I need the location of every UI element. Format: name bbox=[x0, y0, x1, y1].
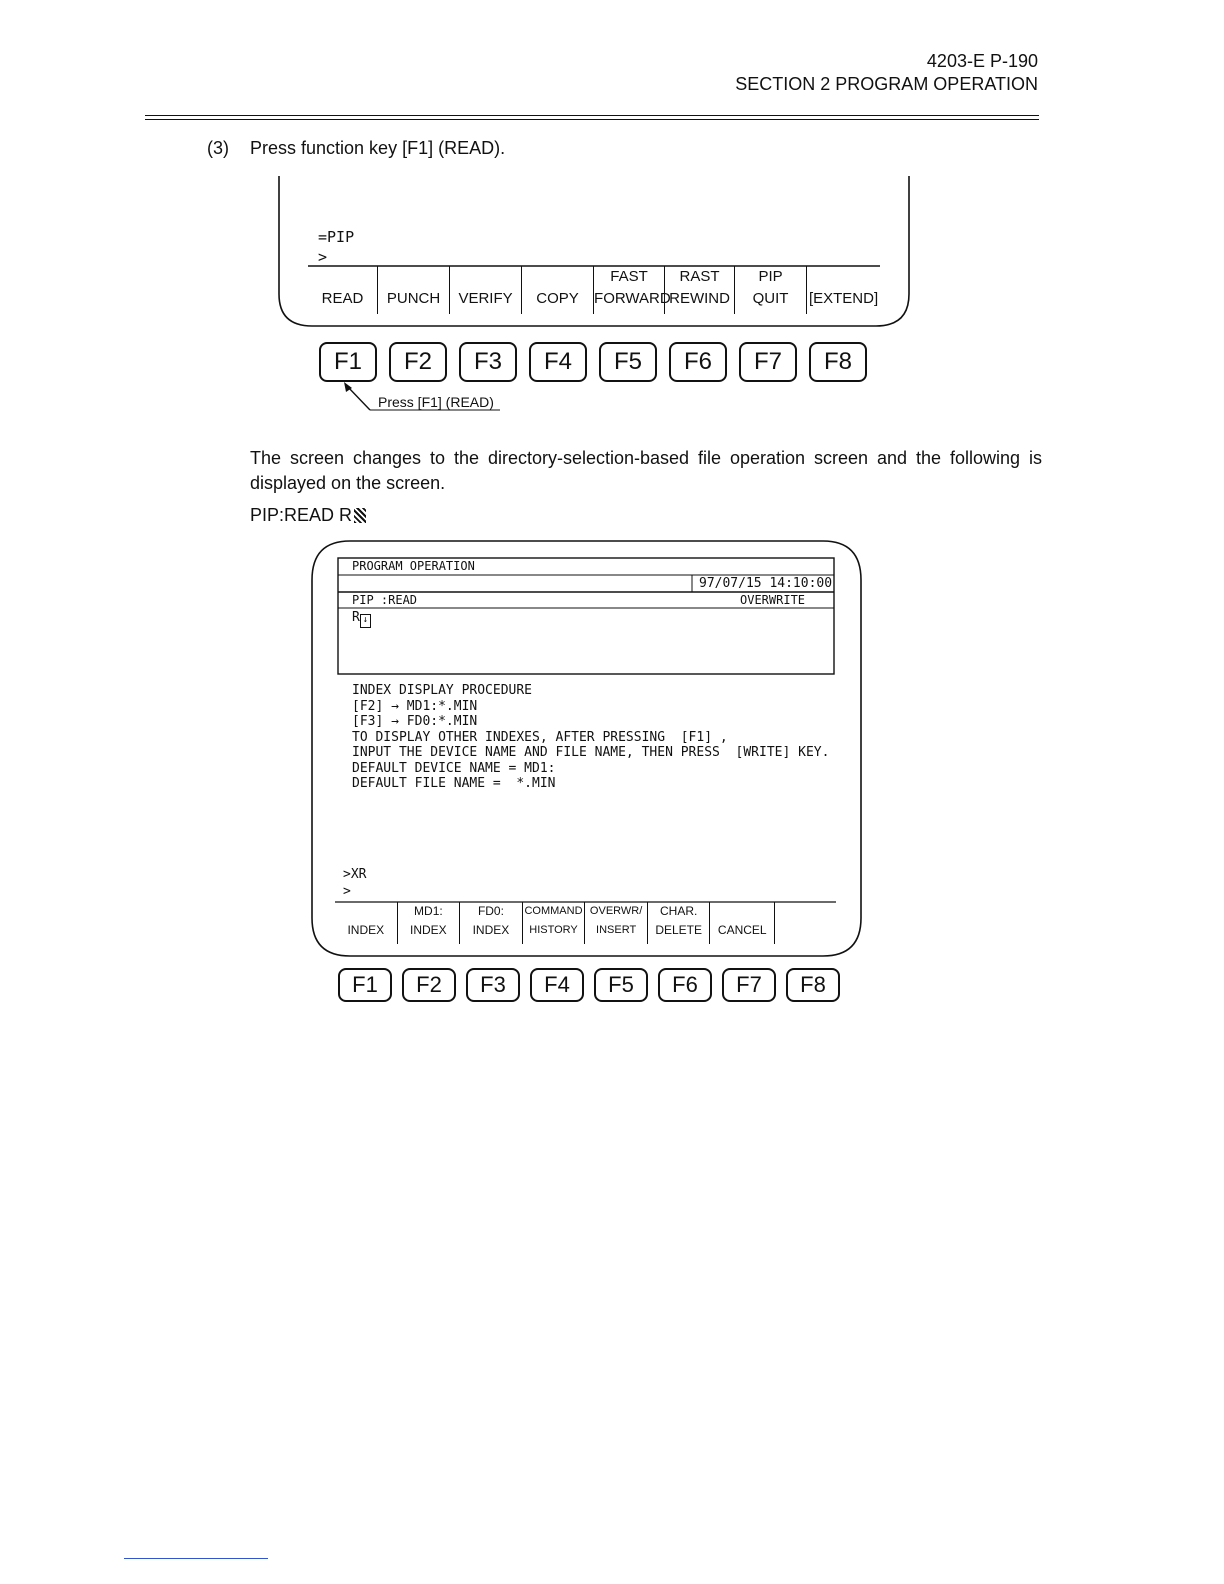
softkey-label-top bbox=[807, 266, 880, 288]
softkey-label-top bbox=[335, 902, 397, 921]
function-key-row-1 bbox=[319, 342, 867, 382]
screen-2-prompt-2: > bbox=[343, 884, 351, 899]
footer-rule bbox=[124, 1558, 268, 1559]
screen-1-prompt-1: =PIP bbox=[318, 228, 355, 246]
header-rule bbox=[145, 115, 1039, 116]
softkey-pip-quit[interactable] bbox=[734, 266, 806, 314]
page-reference: 4203-E P-190 bbox=[926, 51, 1038, 71]
softkey-label-top bbox=[378, 266, 449, 288]
screen-1-prompt-2: > bbox=[318, 248, 328, 266]
key-f7[interactable]: F7 bbox=[739, 342, 797, 382]
cursor-down-icon: ↓ bbox=[360, 614, 371, 628]
softkey-label-bottom: FORWARD bbox=[594, 290, 671, 307]
message-line: INPUT THE DEVICE NAME AND FILE NAME, THEN PRESS [WRITE] KEY. bbox=[352, 745, 830, 760]
key-f3[interactable]: F3 bbox=[466, 968, 520, 1002]
function-key-row-2 bbox=[338, 968, 840, 1002]
softkey-label-bottom: HISTORY bbox=[529, 924, 578, 936]
key-f6[interactable]: F6 bbox=[658, 968, 712, 1002]
softkey-index[interactable] bbox=[335, 902, 397, 944]
softkey-label-top: RAST bbox=[679, 268, 720, 285]
key-f1[interactable]: F1 bbox=[338, 968, 392, 1002]
message-line: INDEX DISPLAY PROCEDURE bbox=[352, 683, 533, 698]
softkey-label-bottom: READ bbox=[321, 290, 364, 307]
message-line: DEFAULT DEVICE NAME = MD1: bbox=[352, 760, 556, 776]
description-paragraph: The screen changes to the directory-selection-based file operation screen and the following is displayed on the screen. bbox=[250, 448, 1042, 493]
softkey-verify[interactable] bbox=[449, 266, 521, 314]
key-f3[interactable]: F3 bbox=[459, 342, 517, 382]
softkey-label-bottom: PUNCH bbox=[386, 290, 441, 307]
key-f5[interactable]: F5 bbox=[594, 968, 648, 1002]
softkey-label-bottom: INDEX bbox=[410, 923, 447, 937]
message-line: TO DISPLAY OTHER INDEXES, AFTER PRESSING [F1] , bbox=[352, 729, 728, 745]
screen-2-title: PROGRAM OPERATION bbox=[352, 559, 475, 573]
input-text: R bbox=[352, 610, 360, 625]
softkey-label-top bbox=[522, 266, 593, 288]
softkey-label-bottom: INDEX bbox=[347, 923, 385, 937]
message-line: [F2] → MD1:*.MIN bbox=[352, 698, 478, 714]
key-f2[interactable]: F2 bbox=[389, 342, 447, 382]
softkey-label-top: OVERWR/ bbox=[589, 905, 643, 917]
softkey-label-top bbox=[710, 902, 774, 921]
key-f2[interactable]: F2 bbox=[402, 968, 456, 1002]
key-f4[interactable]: F4 bbox=[529, 342, 587, 382]
softkey-label-bottom: QUIT bbox=[752, 290, 789, 307]
softkey-label-bottom: REWIND bbox=[669, 290, 730, 307]
softkey-char-delete[interactable] bbox=[647, 902, 710, 944]
screen-2-input-field[interactable] bbox=[352, 610, 371, 628]
softkey-copy[interactable] bbox=[521, 266, 593, 314]
display-line-text: PIP:READ R bbox=[250, 505, 353, 525]
message-line: [F3] → FD0:*.MIN bbox=[352, 714, 478, 729]
softkey-label-bottom: INSERT bbox=[596, 924, 637, 936]
softkey-label-bottom: COPY bbox=[536, 290, 579, 307]
key-f8[interactable]: F8 bbox=[809, 342, 867, 382]
softkey-fast-forward[interactable] bbox=[593, 266, 671, 314]
key-f5[interactable]: F5 bbox=[599, 342, 657, 382]
softkey-overwrite-insert[interactable] bbox=[584, 902, 647, 944]
screen-2-softkey-bar bbox=[335, 902, 775, 944]
display-line bbox=[250, 503, 366, 528]
screen-2-mode: PIP :READ bbox=[352, 593, 418, 607]
softkey-label-bottom: DELETE bbox=[655, 923, 703, 937]
softkey-extend[interactable] bbox=[806, 266, 880, 314]
softkey-label-top: CHAR. bbox=[660, 904, 698, 918]
screen-2-overwrite-status: OVERWRITE bbox=[740, 593, 806, 607]
step-text: Press function key [F1] (READ). bbox=[250, 138, 506, 158]
softkey-label-top: MD1: bbox=[414, 904, 443, 918]
softkey-label-top bbox=[308, 266, 377, 288]
softkey-label-bottom: CANCEL bbox=[717, 923, 767, 937]
softkey-rewind[interactable] bbox=[664, 266, 734, 314]
annotation-text: Press [F1] (READ) bbox=[378, 394, 494, 410]
step-number: (3) bbox=[207, 138, 229, 158]
screen-1-softkey-bar bbox=[308, 266, 880, 314]
cursor-icon bbox=[354, 508, 366, 523]
softkey-label-bottom: INDEX bbox=[472, 923, 510, 937]
softkey-label-top: PIP bbox=[758, 268, 783, 285]
softkey-label-top: FD0: bbox=[477, 904, 504, 918]
softkey-label-top bbox=[450, 266, 521, 288]
message-line: DEFAULT FILE NAME = *.MIN bbox=[352, 776, 556, 791]
key-f8[interactable]: F8 bbox=[786, 968, 840, 1002]
softkey-command-history[interactable] bbox=[522, 902, 585, 944]
softkey-label-bottom: VERIFY bbox=[458, 290, 513, 307]
softkey-label-top: COMMAND bbox=[524, 905, 583, 917]
header-rule-thin bbox=[145, 119, 1039, 120]
softkey-read[interactable] bbox=[308, 266, 377, 314]
softkey-fd0-index[interactable] bbox=[459, 902, 522, 944]
screen-2-datetime: 97/07/15 14:10:00 bbox=[699, 576, 833, 591]
screen-1 bbox=[278, 176, 910, 328]
softkey-md1-index[interactable] bbox=[397, 902, 460, 944]
softkey-label-bottom: [EXTEND] bbox=[808, 290, 879, 307]
section-title: SECTION 2 PROGRAM OPERATION bbox=[735, 74, 1038, 94]
screen-2 bbox=[310, 540, 863, 958]
softkey-label-top: FAST bbox=[610, 268, 648, 285]
key-f1[interactable]: F1 bbox=[319, 342, 377, 382]
key-f7[interactable]: F7 bbox=[722, 968, 776, 1002]
screen-2-prompt-1: >XR bbox=[343, 867, 367, 882]
screen-2-message bbox=[352, 683, 829, 792]
softkey-cancel[interactable] bbox=[709, 902, 775, 944]
key-f4[interactable]: F4 bbox=[530, 968, 584, 1002]
softkey-punch[interactable] bbox=[377, 266, 449, 314]
key-f6[interactable]: F6 bbox=[669, 342, 727, 382]
